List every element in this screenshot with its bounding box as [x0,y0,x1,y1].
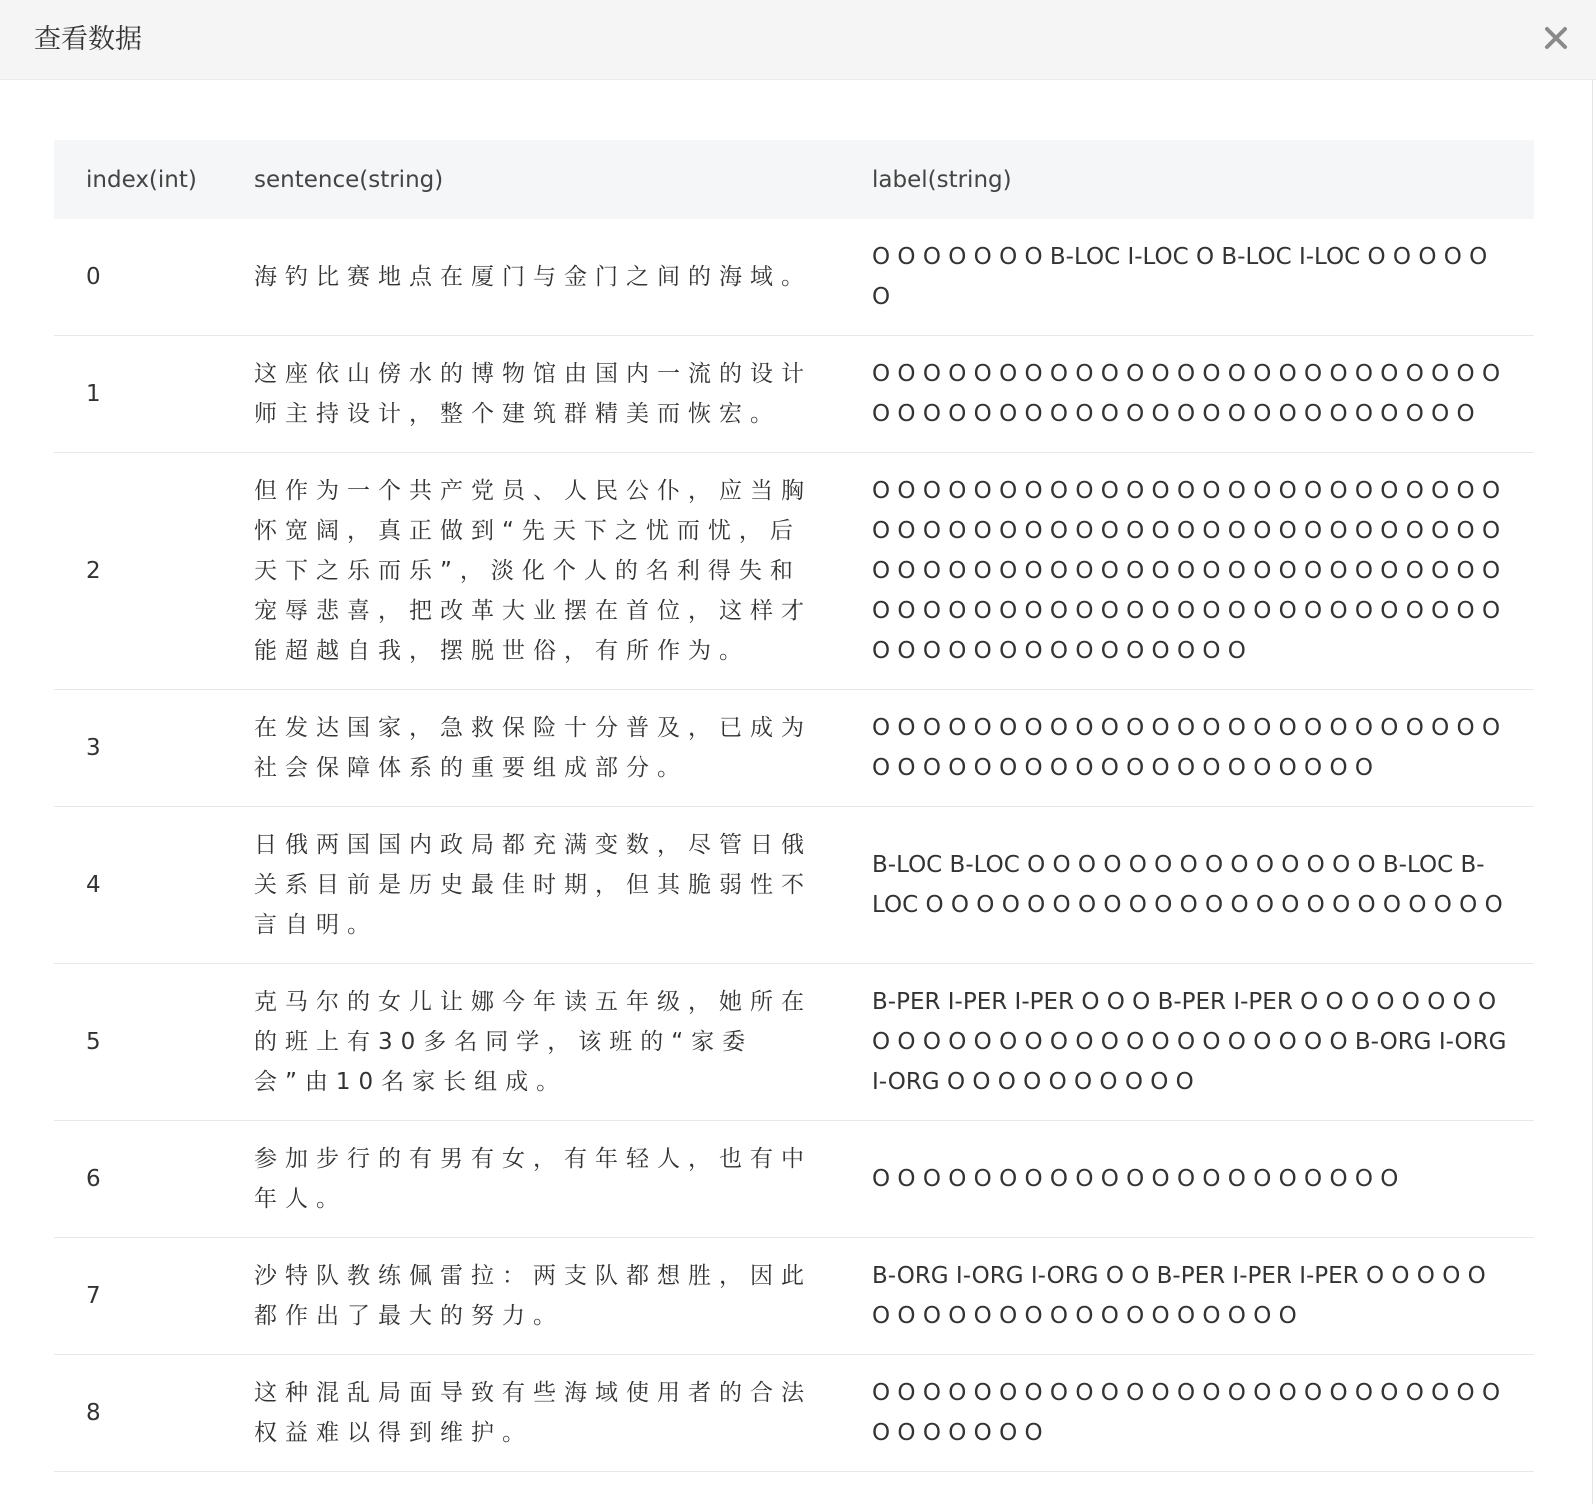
dialog-header [0,0,1596,80]
table-row [54,219,1534,336]
cell-sentence: 日俄两国国内政局都充满变数，尽管日俄关系目前是历史最佳时期，但其脆弱性不言自明。 [222,807,848,964]
dialog-title: 查看数据 [34,24,142,55]
cell-index: 4 [54,807,222,964]
cell-label: B-ORG I-ORG I-ORG O O B-PER I-PER I-PER O O O O O O O O O O O O O O O O O O O O O O [848,1238,1534,1355]
table-row [54,453,1534,690]
cell-sentence: 但作为一个共产党员、人民公仆，应当胸怀宽阔，真正做到“先天下之忧而忧，后天下之乐而乐”，淡化个人的名利得失和宠辱悲喜，把改革大业摆在首位，这样才能超越自我，摆脱世俗，有所作为。 [222,453,848,690]
column-header-index: index(int) [86,166,197,193]
close-icon [1543,25,1569,51]
cell-index: 3 [54,690,222,807]
table-row [54,690,1534,807]
cell-label: O O O O O O O O O O O O O O O O O O O O O O O O O O O O O O O O O O O O O O O O O O O O O O O O O [848,336,1534,453]
cell-label: B-PER I-PER I-PER O O O B-PER I-PER O O O O O O O O O O O O O O O O O O O O O O O O O O O B-ORG I-ORG I-ORG O O O O O O O O O O [848,964,1534,1121]
table-row [54,336,1534,453]
header-row [54,140,1534,219]
cell-sentence: 海钓比赛地点在厦门与金门之间的海域。 [222,219,848,336]
data-table [54,140,1534,1472]
table-header [54,140,1534,219]
column-header-sentence: sentence(string) [254,166,444,193]
scrollbar-track[interactable] [1592,80,1593,1504]
table-body [54,219,1534,1472]
table-row [54,964,1534,1121]
cell-label: O O O O O O O O O O O O O O O O O O O O O O O O O O O O O O O O [848,1355,1534,1472]
cell-index: 1 [54,336,222,453]
cell-sentence: 这种混乱局面导致有些海域使用者的合法权益难以得到维护。 [222,1355,848,1472]
cell-index: 0 [54,219,222,336]
cell-label: B-LOC B-LOC O O O O O O O O O O O O O O B-LOC B-LOC O O O O O O O O O O O O O O O O O O O O O O O [848,807,1534,964]
cell-sentence: 参加步行的有男有女，有年轻人，也有中年人。 [222,1121,848,1238]
close-button[interactable] [1536,18,1576,58]
cell-index: 7 [54,1238,222,1355]
column-header-label: label(string) [872,166,1012,193]
cell-sentence: 在发达国家，急救保险十分普及，已成为社会保障体系的重要组成部分。 [222,690,848,807]
cell-sentence: 克马尔的女儿让娜今年读五年级，她所在的班上有30多名同学，该班的“家委会”由10名家长组成。 [222,964,848,1121]
table-row [54,1121,1534,1238]
cell-label: O O O O O O O O O O O O O O O O O O O O O O O O O O O O O O O O O O O O O O O O O O O O O [848,690,1534,807]
cell-sentence: 沙特队教练佩雷拉：两支队都想胜，因此都作出了最大的努力。 [222,1238,848,1355]
cell-index: 2 [54,453,222,690]
cell-label: O O O O O O O O O O O O O O O O O O O O O O O O O O O O O O O O O O O O O O O O O O O O O O O O O O O O O O O O O O O O O O O O O O O O O O O O O O O O O O O O O O O O O O O O O O O O O O O O O O O O O O O O O O O O O O O O O O O [848,453,1534,690]
data-table-container [54,140,1534,1472]
cell-sentence: 这座依山傍水的博物馆由国内一流的设计师主持设计，整个建筑群精美而恢宏。 [222,336,848,453]
cell-label: O O O O O O O O O O O O O O O O O O O O O [848,1121,1534,1238]
cell-label: O O O O O O O B-LOC I-LOC O B-LOC I-LOC O O O O O O [848,219,1534,336]
cell-index: 5 [54,964,222,1121]
cell-index: 8 [54,1355,222,1472]
table-row [54,1238,1534,1355]
cell-index: 6 [54,1121,222,1238]
table-row [54,807,1534,964]
table-row [54,1355,1534,1472]
